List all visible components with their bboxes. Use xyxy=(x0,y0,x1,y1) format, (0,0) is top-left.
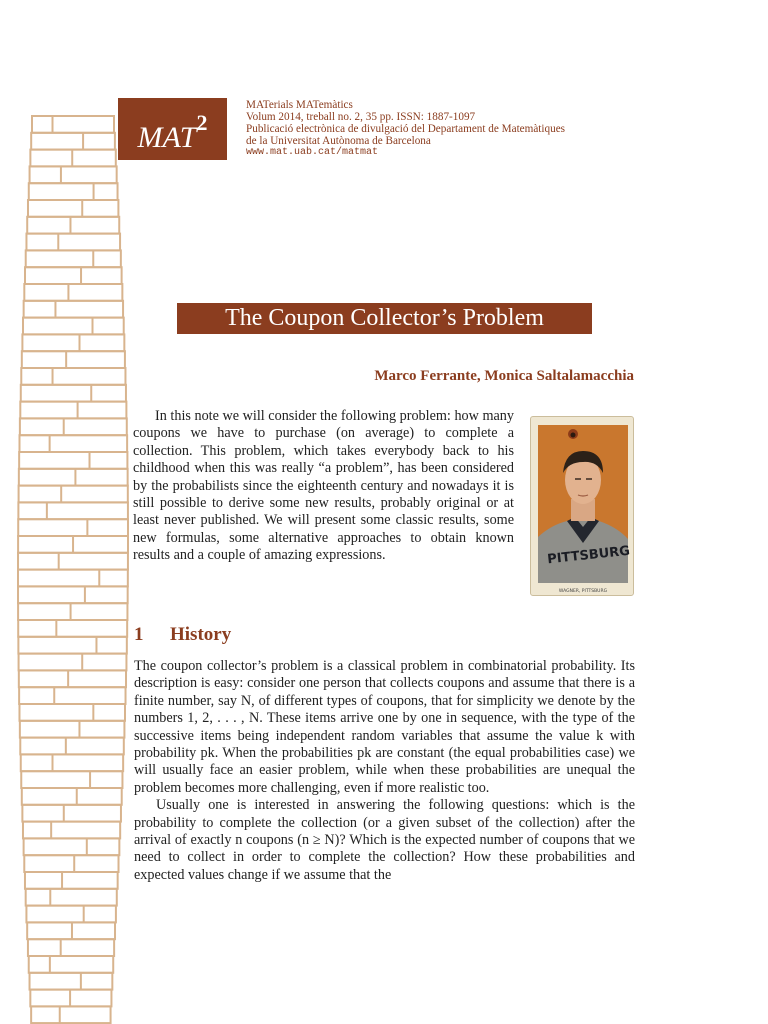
publisher-line-2: de la Universitat Autònoma de Barcelona xyxy=(246,135,431,147)
brick-row xyxy=(23,318,124,335)
brick-row xyxy=(24,838,120,855)
brick-row xyxy=(20,721,125,738)
journal-info xyxy=(246,99,565,159)
brick-row xyxy=(28,200,118,217)
brick-row xyxy=(32,116,114,133)
body-paragraph-1: The coupon collector’s problem is a classical problem in combinatorial probability. Its description is easy: consider one person that collects coupons and assume that there is a finite number, say N, of different types of coupons, that for simplicity we denote by the numbers 1, 2, . . . , N. These items arrive one by one in sequence, with the type of the successive items being independent random variables that assume the value k with probability pk. When the probabilities pk are constant (the equal probabilities case) we will usually face an easier problem, while when these probabilities are unequal the problem becomes more challenging, even if more realistic too. xyxy=(134,658,635,796)
brick-row xyxy=(24,855,118,872)
publisher-line-1: Publicació electrònica de divulgació del Departament de Matemàtiques xyxy=(246,123,566,135)
baseball-card-image xyxy=(530,416,634,596)
brick-row xyxy=(21,368,125,385)
brick-row xyxy=(27,217,119,234)
section-number: 1 xyxy=(134,624,144,645)
section-title: History xyxy=(170,624,232,645)
brick-row xyxy=(26,250,121,267)
logo-superscript: 2 xyxy=(196,110,208,135)
brick-row xyxy=(30,973,113,990)
brick-row xyxy=(22,805,121,822)
brick-row xyxy=(19,486,128,503)
brick-row xyxy=(25,267,122,284)
brick-row xyxy=(18,603,127,620)
brick-row xyxy=(21,754,123,771)
brick-row xyxy=(19,654,127,671)
brick-row xyxy=(22,788,122,805)
logo-text: MAT xyxy=(137,121,197,154)
brick-row xyxy=(19,687,125,704)
brick-row xyxy=(19,704,125,721)
brick-row xyxy=(18,553,128,570)
journal-name: MATerials MATemàtics xyxy=(246,99,353,111)
brick-row xyxy=(20,418,127,435)
brick-row xyxy=(31,133,115,150)
brick-row xyxy=(19,469,128,486)
brick-row xyxy=(18,502,128,519)
baseball-card-portrait-icon xyxy=(531,417,635,597)
brick-row xyxy=(21,771,122,788)
brick-row xyxy=(26,906,115,923)
brick-row xyxy=(22,351,125,368)
brick-row xyxy=(29,956,113,973)
section-body xyxy=(134,658,635,884)
brick-row xyxy=(29,183,118,200)
brick-row xyxy=(19,435,127,452)
brick-row xyxy=(18,570,128,587)
card-caption: WAGNER, PITTSBURG xyxy=(558,589,608,594)
brick-row xyxy=(19,670,126,687)
abstract-text: In this note we will consider the following problem: how many coupons we have to purchase (on average) to complete a collection. This problem, which takes everybody back to his childhood when this was really “a problem”, has been considered by the probabilists since the eighteenth century and nowadays it is still possible to derive some new results, probably original or at least never published. We will present some classic results, some new formulas, some alternative approaches to obtain known results and a couple of amazing expressions. xyxy=(133,408,514,564)
brick-row xyxy=(23,822,120,839)
brick-row xyxy=(20,738,124,755)
jersey-text: PITTSBURG xyxy=(546,543,631,568)
brick-row xyxy=(25,872,118,889)
brick-row xyxy=(26,234,120,251)
brick-row xyxy=(20,402,126,419)
brick-row xyxy=(31,1006,110,1023)
brick-row xyxy=(18,637,126,654)
article-title: The Coupon Collector’s Problem xyxy=(177,303,592,334)
brick-row xyxy=(24,284,122,301)
brick-row xyxy=(30,166,117,183)
brick-row xyxy=(19,452,127,469)
brick-row xyxy=(18,519,128,536)
brick-row xyxy=(28,939,114,956)
section-heading xyxy=(134,624,231,646)
article-authors: Marco Ferrante, Monica Saltalamacchia xyxy=(374,368,634,384)
brick-row xyxy=(26,889,117,906)
brick-row xyxy=(21,385,126,402)
journal-url[interactable]: www.mat.uab.cat/matmat xyxy=(246,147,379,158)
journal-logo xyxy=(118,98,227,160)
body-paragraph-2: Usually one is interested in answering the following questions: which is the probability to complete the collection (or a given subset of the collection) after the arrival of exactly n coupons (n ≥ N)? Which is the expected number of coupons that we need to collect in order to complete the collection? How these probabilities and expected values change if we assume that the xyxy=(134,797,635,883)
brick-row xyxy=(18,586,128,603)
brick-row xyxy=(22,334,124,351)
brick-row xyxy=(18,620,127,637)
volume-line: Volum 2014, treball no. 2, 35 pp. ISSN: 1887-1097 xyxy=(246,111,476,123)
abstract xyxy=(133,408,514,565)
brick-row xyxy=(24,301,123,318)
